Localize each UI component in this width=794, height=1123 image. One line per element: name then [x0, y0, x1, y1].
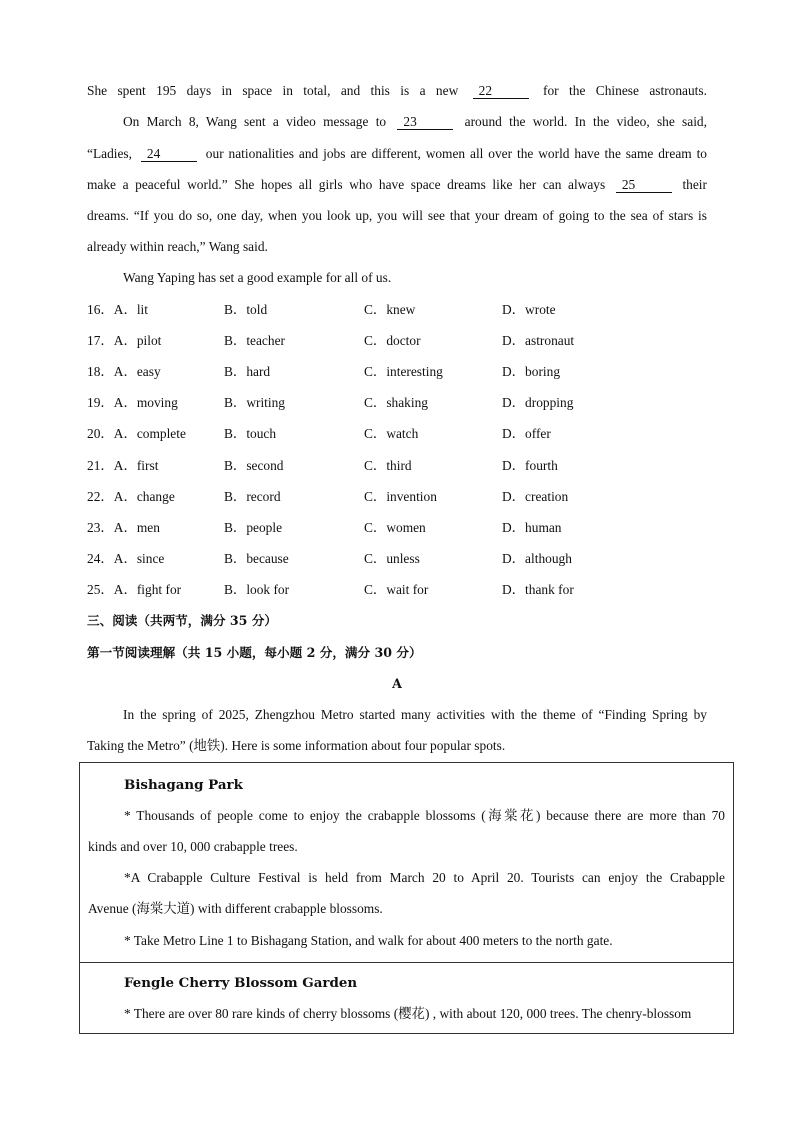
intro-line-1: In the spring of 2025, Zhengzhou Metro started many activities with the theme of “Finding Spring by [123, 707, 707, 722]
option-c: C．invention [364, 489, 437, 504]
spot-name-fengle: Fengle Cherry Blossom Garden [124, 975, 358, 991]
option-row-18 [87, 362, 707, 382]
option-row-24 [87, 549, 707, 569]
passage-text: “Ladies, [87, 146, 132, 161]
option-d: D．offer [502, 426, 551, 441]
option-a: 21．A．first [87, 458, 159, 473]
passage-text: their [682, 177, 707, 192]
option-b: B．touch [224, 426, 277, 441]
option-a: 24．A．since [87, 551, 165, 566]
spot-name-bishagang: Bishagang Park [124, 777, 243, 793]
option-row-20 [87, 424, 707, 444]
option-b: B．record [224, 489, 281, 504]
spot-text: *A Crabapple Culture Festival is held from March 20 to April 20. Tourists can enjoy the Crabapple [124, 870, 725, 885]
option-d: D．boring [502, 364, 561, 379]
option-d: D．human [502, 520, 562, 535]
passage-line-3 [87, 144, 707, 164]
spot-text: * Take Metro Line 1 to Bishagang Station, and walk for about 400 meters to the north gate. [124, 933, 613, 948]
passage-text: around the world. In the video, she said, [464, 114, 707, 129]
passage-line-7: Wang Yaping has set a good example for all of us. [123, 270, 392, 285]
option-row-23 [87, 518, 707, 538]
passage-text: She spent 195 days in space in total, and this is a new [87, 83, 459, 98]
option-a: 19．A．moving [87, 395, 178, 410]
option-a: 22．A．change [87, 489, 175, 504]
passage-text: On March 8, Wang sent a video message to [123, 114, 387, 129]
option-b: B．hard [224, 364, 271, 379]
intro-line-2: Taking the Metro” (地铁). Here is some information about four popular spots. [87, 738, 506, 753]
option-b: B．writing [224, 395, 286, 410]
option-d: D．thank for [502, 582, 574, 597]
blank-25: 25 [616, 177, 672, 193]
option-a: 17．A．pilot [87, 333, 162, 348]
option-a: 18．A．easy [87, 364, 161, 379]
passage-text: our nationalities and jobs are different, women all over the world have the same dream to [205, 146, 707, 161]
spot-text: kinds and over 10, 000 crabapple trees. [88, 839, 298, 854]
option-c: C．interesting [364, 364, 443, 379]
option-b: B．because [224, 551, 289, 566]
spots-box [79, 762, 734, 1034]
option-d: D．fourth [502, 458, 558, 473]
option-b: B．second [224, 458, 284, 473]
option-a: 16．A．lit [87, 302, 149, 317]
option-row-17 [87, 331, 707, 351]
option-row-22 [87, 487, 707, 507]
passage-title: A [392, 676, 402, 691]
option-d: D．wrote [502, 302, 556, 317]
option-c: C．women [364, 520, 426, 535]
passage-line-6: already within reach,” Wang said. [87, 239, 268, 254]
option-d: D．dropping [502, 395, 574, 410]
option-c: C．knew [364, 302, 416, 317]
option-b: B．teacher [224, 333, 285, 348]
box-divider [80, 962, 733, 963]
option-b: B．look for [224, 582, 290, 597]
blank-23: 23 [397, 114, 453, 130]
passage-text: make a peaceful world.” She hopes all girls who have space dreams like her can always [87, 177, 606, 192]
option-c: C．wait for [364, 582, 429, 597]
spot-text: * There are over 80 rare kinds of cherry blossoms (樱花) , with about 120, 000 trees. The chenry-blossom [124, 1006, 692, 1021]
option-d: D．creation [502, 489, 569, 504]
option-a: 25．A．fight for [87, 582, 182, 597]
option-c: C．watch [364, 426, 419, 441]
passage-line-2 [123, 112, 707, 132]
option-row-25 [87, 580, 707, 600]
passage-line-4 [87, 175, 707, 195]
blank-22: 22 [473, 83, 529, 99]
spot-text: * Thousands of people come to enjoy the crabapple blossoms (海棠花) because there are more than 70 [124, 808, 725, 823]
option-b: B．people [224, 520, 283, 535]
blank-24: 24 [141, 146, 197, 162]
option-c: C．doctor [364, 333, 421, 348]
option-a: 23．A．men [87, 520, 160, 535]
passage-line-5: dreams. “If you do so, one day, when you look up, you will see that your dream of going to the sea of stars is [87, 208, 707, 223]
option-row-16 [87, 300, 707, 320]
option-row-19 [87, 393, 707, 413]
section-sub-heading: 第一节阅读理解（共 15 小题，每小题 2 分，满分 30 分） [87, 645, 422, 660]
option-b: B．told [224, 302, 268, 317]
option-d: D．although [502, 551, 572, 566]
section-heading: 三、阅读（共两节，满分 35 分） [87, 613, 278, 628]
option-c: C．unless [364, 551, 420, 566]
option-c: C．third [364, 458, 412, 473]
passage-line-1 [87, 81, 707, 101]
option-d: D．astronaut [502, 333, 575, 348]
option-a: 20．A．complete [87, 426, 186, 441]
option-c: C．shaking [364, 395, 428, 410]
option-row-21 [87, 456, 707, 476]
passage-text: for the Chinese astronauts. [543, 83, 707, 98]
spot-text: Avenue (海棠大道) with different crabapple blossoms. [88, 901, 383, 916]
